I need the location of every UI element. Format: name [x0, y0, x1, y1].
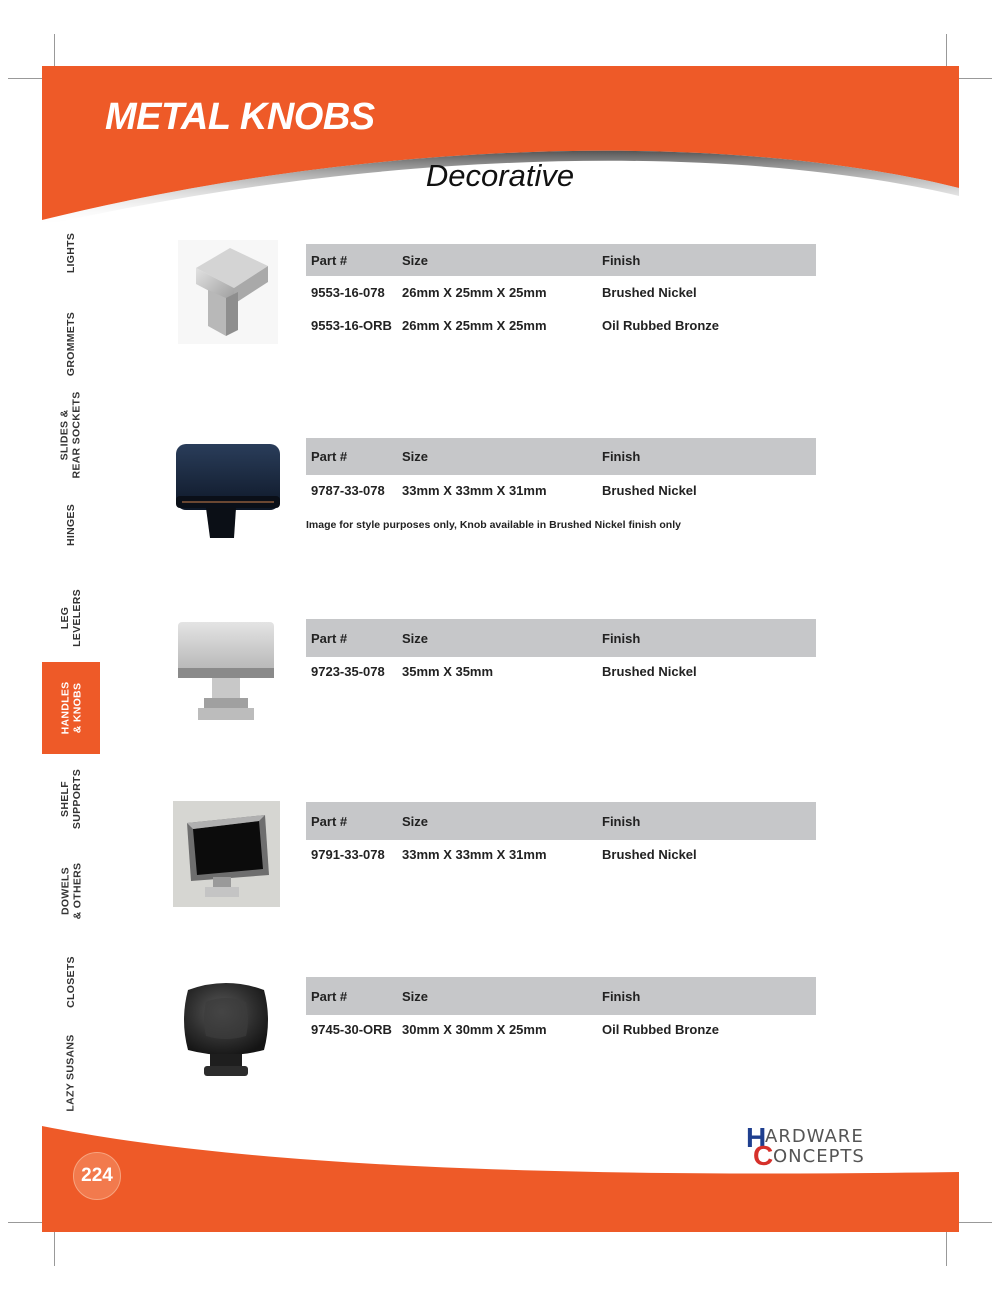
column-header-size: Size [402, 813, 429, 829]
sidebar-item-grommets[interactable] [42, 306, 100, 382]
sidebar-item-handles-knobs[interactable] [42, 662, 100, 754]
table-row [306, 475, 816, 505]
logo-letter-h: H [746, 1122, 767, 1153]
finish-value: Brushed Nickel [602, 846, 697, 862]
column-header-finish: Finish [602, 988, 641, 1004]
column-header-part: Part # [311, 252, 348, 268]
size-header: Size [402, 988, 429, 1004]
product-table [306, 977, 816, 1043]
table-row [306, 276, 816, 308]
column-header-finish: Finish [602, 813, 641, 829]
column-header-size: Size [402, 630, 429, 646]
header-band [42, 66, 959, 241]
size-value: 26mm X 25mm X 25mm [402, 284, 547, 300]
logo-letter-c: C [753, 1140, 774, 1171]
product-table [306, 619, 816, 685]
sidebar-item-hinges[interactable] [42, 492, 100, 558]
column-header-size: Size [402, 449, 429, 464]
column-header-part: Part # [311, 988, 348, 1004]
domed-square-knob-icon [176, 976, 276, 1082]
size-value: 26mm X 25mm X 25mm [402, 317, 547, 333]
square-bronze-knob-icon [172, 440, 284, 542]
size-value: 33mm X 33mm X 31mm [402, 846, 547, 862]
table-header-row [306, 977, 816, 1015]
sidebar-item-label: LAZY SUSANS [65, 1034, 78, 1112]
product-table [306, 244, 816, 342]
stepped-square-knob-icon [174, 620, 278, 724]
finish-value: Oil Rubbed Bronze [602, 1021, 719, 1037]
sidebar-item-slides-rear-sockets[interactable] [42, 390, 100, 480]
logo-word-hardware: ARDWARE [765, 1126, 864, 1147]
sidebar-item-dowels-others[interactable] [42, 854, 100, 928]
sidebar-item-label: LIGHTS [65, 232, 77, 274]
table-header-row [306, 619, 816, 657]
finish-note: Image for style purposes only, Knob available in Brushed Nickel finish only [306, 519, 681, 531]
part-number: 9553-16-078 [311, 284, 385, 300]
table-row [306, 1015, 816, 1043]
page-number: 224 [73, 1152, 121, 1200]
sidebar-item-closets[interactable] [42, 948, 100, 1016]
finish-value: Brushed Nickel [602, 663, 697, 679]
part-number: 9791-33-078 [311, 846, 385, 862]
table-header-row [306, 438, 816, 475]
hardware-concepts-logo [746, 1124, 876, 1170]
part-number: 9553-16-ORB [311, 317, 392, 333]
column-header-part: Part # [311, 813, 348, 829]
square-angled-knob-icon [178, 240, 278, 344]
finish-value: Oil Rubbed Bronze [602, 317, 719, 333]
sidebar-item-label: DOWELS & OTHERS [59, 862, 83, 920]
framed-square-knob-icon [173, 801, 280, 907]
column-header-part: Part # [311, 630, 348, 646]
part-number: 9745-30-ORB [311, 1021, 392, 1037]
sidebar-item-label: HINGES [65, 503, 77, 547]
column-header-part: Part # [311, 449, 348, 464]
table-header-row [306, 244, 816, 276]
column-header-finish: Finish [602, 449, 641, 464]
size-value: 30mm X 30mm X 25mm [402, 1021, 547, 1037]
sidebar-item-lazy-susans[interactable] [42, 1028, 100, 1118]
finish-value: Brushed Nickel [602, 482, 697, 498]
size-value: 33mm X 33mm X 31mm [402, 482, 547, 498]
product-table [306, 438, 816, 505]
sidebar-item-lights[interactable] [42, 222, 100, 284]
sidebar-item-label: CLOSETS [64, 956, 77, 1008]
category-sidebar [42, 222, 100, 1122]
product-table [306, 802, 816, 868]
sidebar-item-label: HANDLES & KNOBS [58, 681, 83, 735]
column-header-finish: Finish [602, 630, 641, 646]
sidebar-item-label: SHELF SUPPORTS [59, 768, 84, 830]
column-header-size: Size [402, 252, 429, 268]
sidebar-item-label: SLIDES & REAR SOCKETS [59, 391, 83, 479]
sidebar-item-shelf-supports[interactable] [42, 762, 100, 836]
size-value: 35mm X 35mm [402, 663, 494, 679]
table-row [306, 840, 816, 868]
column-header-finish: Finish [602, 252, 641, 268]
table-header-row [306, 802, 816, 840]
page-title: METAL KNOBS [105, 96, 375, 138]
finish-value: Brushed Nickel [602, 284, 697, 300]
part-number: 9723-35-078 [311, 663, 385, 679]
table-row [306, 657, 816, 685]
sidebar-item-leg-levelers[interactable] [42, 582, 100, 654]
sidebar-item-label: LEG LEVELERS [58, 589, 83, 647]
table-row [306, 308, 816, 342]
sidebar-item-label: GROMMETS [65, 311, 78, 377]
page-subtitle: Decorative [425, 158, 575, 193]
part-number: 9787-33-078 [311, 482, 385, 498]
logo-word-concepts: ONCEPTS [773, 1146, 865, 1167]
